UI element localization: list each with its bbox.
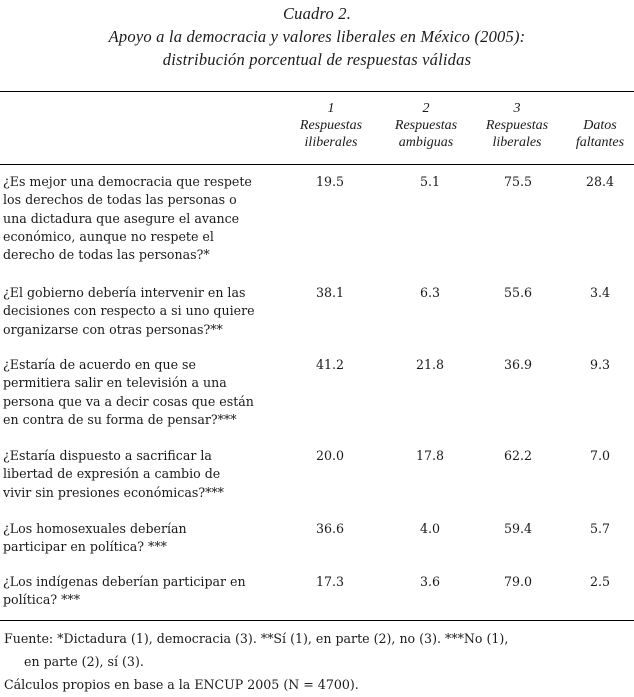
footnote-source-cont: en parte (2), sí (3). [24,654,144,669]
cell-iliberales: 17.3 [315,574,345,589]
column-label: Respuestas [394,118,458,133]
cell-ambiguas: 5.1 [419,174,441,189]
row-question: ¿Estaría de acuerdo en que se permitiera salir en televisión a una persona que va a decir cosas que están en contra de su forma de pensar?*** [3,357,254,427]
top-rule [0,91,634,92]
cell-faltantes: 9.3 [589,357,611,372]
cell-faltantes: 2.5 [589,574,611,589]
table-number: Cuadro 2. [282,4,352,23]
cell-ambiguas: 6.3 [419,285,441,300]
cell-ambiguas: 17.8 [415,448,445,463]
row-question: ¿Los homosexuales deberían participar en política? *** [3,521,187,555]
cell-faltantes: 3.4 [589,285,611,300]
column-number: 3 [513,101,521,116]
column-number: 1 [327,101,335,116]
table-subtitle: distribución porcentual de respuestas válidas [162,50,472,69]
bottom-rule [0,620,634,621]
cell-iliberales: 20.0 [315,448,345,463]
table-title [0,2,634,71]
cell-ambiguas: 21.8 [415,357,445,372]
cell-liberales: 55.6 [503,285,533,300]
column-header-liberales [476,100,558,151]
column-label: ambiguas [398,135,454,150]
cell-faltantes: 5.7 [589,521,611,536]
cell-liberales: 75.5 [503,174,533,189]
cell-liberales: 36.9 [503,357,533,372]
cell-faltantes: 7.0 [589,448,611,463]
cell-ambiguas: 3.6 [419,574,441,589]
column-header-iliberales [290,100,372,151]
cell-iliberales: 36.6 [315,521,345,536]
column-number: 2 [422,101,430,116]
row-question: ¿Estaría dispuesto a sacrificar la libertad de expresión a cambio de vivir sin presiones económicas?*** [3,448,224,500]
table-title-line: Apoyo a la democracia y valores liberales en México (2005): [108,27,526,46]
cell-iliberales: 41.2 [315,357,345,372]
cell-liberales: 62.2 [503,448,533,463]
column-label: faltantes [575,135,625,150]
column-label: Respuestas [485,118,549,133]
cell-liberales: 79.0 [503,574,533,589]
cell-iliberales: 19.5 [315,174,345,189]
column-header-faltantes [568,117,632,151]
cell-liberales: 59.4 [503,521,533,536]
cell-iliberales: 38.1 [315,285,345,300]
column-label: liberales [492,135,542,150]
column-label: iliberales [304,135,358,150]
row-question: ¿Los indígenas deberían participar en política? *** [3,574,246,608]
row-question: ¿El gobierno debería intervenir en las decisiones con respecto a si uno quiere organizarse con otras personas?** [3,285,255,337]
header-rule [0,164,634,165]
cell-faltantes: 28.4 [585,174,615,189]
column-label: Datos [583,118,617,133]
row-question: ¿Es mejor una democracia que respete los derechos de todas las personas o una dictadura que asegure el avance económico, aunque no respete el derecho de todas las personas?* [3,174,252,263]
cell-ambiguas: 4.0 [419,521,441,536]
footnote-source: Fuente: *Dictadura (1), democracia (3). **Sí (1), en parte (2), no (3). ***No (1), [4,631,509,646]
column-label: Respuestas [299,118,363,133]
footnote-calculation: Cálculos propios en base a la ENCUP 2005 (N = 4700). [4,677,359,692]
column-header-ambiguas [384,100,468,151]
